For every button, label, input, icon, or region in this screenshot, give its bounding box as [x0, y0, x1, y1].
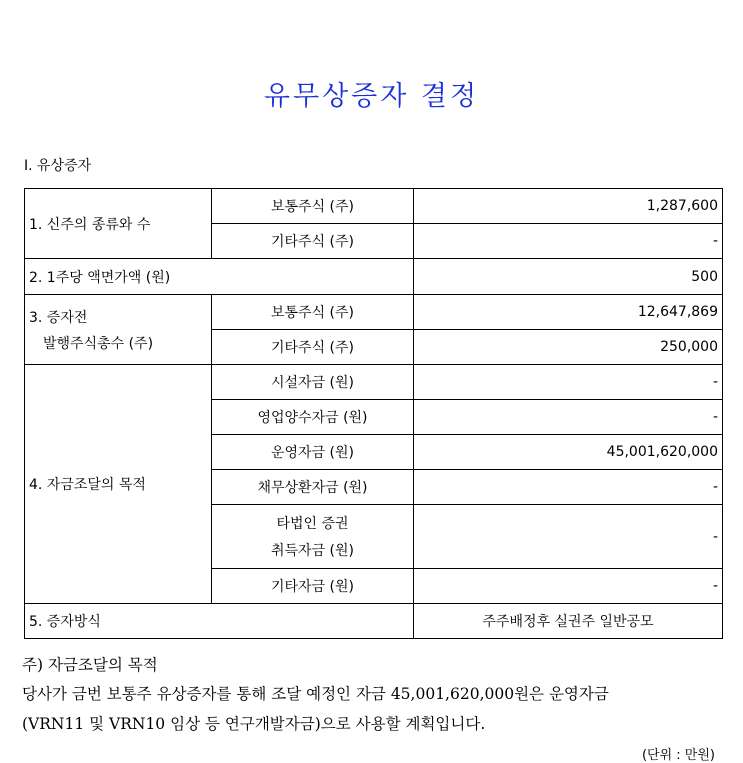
table-row — [25, 604, 723, 639]
sub-label-line: 타법인 증권 — [276, 516, 349, 532]
sub-label: 기타주식 (주) — [212, 224, 414, 259]
label-line: 발행주식총수 (주) — [43, 335, 154, 352]
cell-value: 주주배정후 실권주 일반공모 — [414, 604, 723, 639]
sub-label: 채무상환자금 (원) — [212, 470, 414, 505]
row-label-new-shares: 1. 신주의 종류와 수 — [25, 189, 212, 259]
cut-off-unit-label: (단위 : 만원) — [641, 748, 715, 763]
cell-value: 500 — [414, 259, 723, 295]
sub-label: 기타주식 (주) — [212, 330, 414, 365]
sub-label: 영업양수자금 (원) — [212, 400, 414, 435]
sub-label-line: 취득자금 (원) — [271, 543, 354, 559]
rights-offering-table — [24, 188, 723, 639]
row-label-method: 5. 증자방식 — [25, 604, 414, 639]
table-row — [25, 365, 723, 400]
sub-label: 보통주식 (주) — [212, 189, 414, 224]
cell-value: 12,647,869 — [414, 295, 723, 330]
cell-value: 1,287,600 — [414, 189, 723, 224]
note-heading: 주) 자금조달의 목적 — [22, 656, 158, 674]
cell-value: - — [414, 470, 723, 505]
table-row — [25, 259, 723, 295]
page-title: 유무상증자 결정 — [263, 81, 480, 112]
row-label-shares-outstanding — [25, 295, 212, 365]
sub-label — [212, 505, 414, 569]
note-line: (VRN11 및 VRN10 임상 등 연구개발자금)으로 사용할 계획입니다. — [22, 715, 486, 733]
cell-value: - — [414, 569, 723, 604]
sub-label: 기타자금 (원) — [212, 569, 414, 604]
cell-value: - — [414, 224, 723, 259]
section-heading: Ⅰ. 유상증자 — [24, 158, 92, 174]
cell-value: - — [414, 400, 723, 435]
row-label-purpose: 4. 자금조달의 목적 — [25, 365, 212, 604]
sub-label: 운영자금 (원) — [212, 435, 414, 470]
cell-value: - — [414, 505, 723, 569]
cell-value: - — [414, 365, 723, 400]
note-line: 당사가 금번 보통주 유상증자를 통해 조달 예정인 자금 45,001,620,000원은 운영자금 — [22, 685, 609, 703]
sub-label: 시설자금 (원) — [212, 365, 414, 400]
sub-label: 보통주식 (주) — [212, 295, 414, 330]
label-line: 3. 증자전 — [29, 309, 88, 326]
cell-value: 45,001,620,000 — [414, 435, 723, 470]
table-row — [25, 295, 723, 330]
table-row — [25, 189, 723, 224]
cell-value: 250,000 — [414, 330, 723, 365]
row-label-par-value: 2. 1주당 액면가액 (원) — [25, 259, 414, 295]
